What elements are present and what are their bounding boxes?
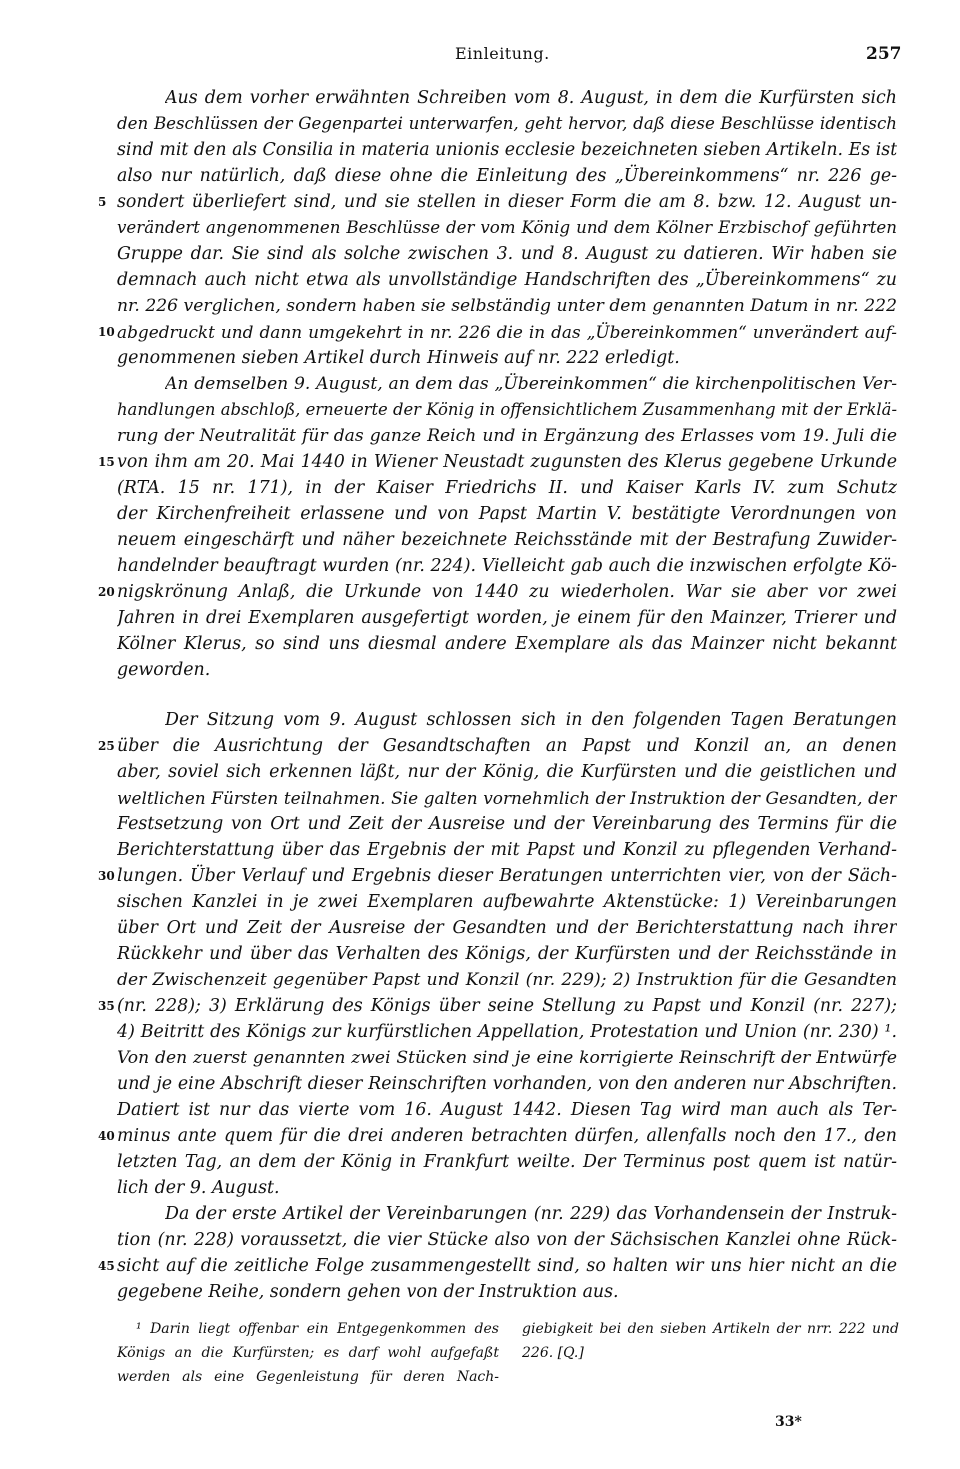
text-line: Aus dem vorher erwähnten Schreiben vom 8. August, in dem die Kurfürsten sich (165, 88, 897, 108)
text-line: Datiert ist nur das vierte vom 16. August 1442. Diesen Tag wird man auch als Ter- (117, 1100, 897, 1120)
text-line: Festsetzung von Ort und Zeit der Ausreise und der Vereinbarung des Termins für die (117, 814, 897, 834)
running-title: Einleitung. (455, 44, 550, 63)
sheet-signature: 33* (775, 1414, 802, 1430)
page-number: 257 (866, 44, 902, 64)
text-line: über Ort und Zeit der Ausreise der Gesandten und der Berichterstattung nach ihrer (117, 918, 897, 938)
text-line: lungen. Über Verlauf und Ergebnis dieser Beratungen unterrichten vier, von der Säch- (117, 866, 897, 886)
line-number: 40 (98, 1129, 115, 1143)
text-line: (nr. 228); 3) Erklärung des Königs über seine Stellung zu Papst und Konzil (nr. 227); (117, 996, 897, 1016)
text-line: der Zwischenzeit gegenüber Papst und Konzil (nr. 229); 2) Instruktion für die Gesandten (117, 970, 897, 990)
line-number: 25 (98, 739, 115, 753)
text-line: sondert überliefert sind, und sie stellen in dieser Form die am 8. bzw. 12. August un- (117, 192, 897, 212)
text-line: weltlichen Fürsten teilnahmen. Sie galten vornehmlich der Instruktion der Gesandten, der (117, 788, 897, 808)
text-line: tion (nr. 228) voraussetzt, die vier Stücke also von der Sächsischen Kanzlei ohne Rück- (117, 1230, 897, 1250)
line-number: 15 (98, 455, 115, 469)
text-line: Da der erste Artikel der Vereinbarungen (nr. 229) das Vorhandensein der Instruk- (165, 1204, 897, 1224)
text-line: und je eine Abschrift dieser Reinschriften vorhanden, von den anderen nur Abschriften. (117, 1074, 897, 1094)
text-line: handlungen abschloß, erneuerte der König in offensichtlichem Zusammenhang mit der Erklä- (117, 400, 897, 419)
text-line: verändert angenommenen Beschlüsse der vom König und dem Kölner Erzbischof geführten (117, 218, 897, 237)
text-line: den Beschlüssen der Gegenpartei unterwarfen, geht hervor, daß diese Beschlüsse identisch (117, 114, 897, 133)
text-line: letzten Tag, an dem der König in Frankfurt weilte. Der Terminus post quem ist natür- (117, 1152, 897, 1172)
text-line: abgedruckt und dann umgekehrt in nr. 226 die in das „Übereinkommen“ unverändert auf- (117, 322, 897, 342)
text-line: nr. 226 verglichen, sondern haben sie selbständig unter dem genannten Datum in nr. 222 (117, 296, 897, 316)
text-line: neuem eingeschärft und näher bezeichnete Reichsstände mit der Bestrafung Zuwider- (117, 530, 897, 550)
line-number: 10 (98, 325, 115, 339)
text-line: über die Ausrichtung der Gesandtschaften an Papst und Konzil an, an denen (117, 736, 897, 756)
text-line: von ihm am 20. Mai 1440 in Wiener Neustadt zugunsten des Klerus gegebene Urkunde (117, 452, 897, 472)
text-line: gegebene Reihe, sondern gehen von der Instruktion aus. (117, 1282, 619, 1302)
line-number: 30 (98, 869, 115, 883)
text-line: demnach auch nicht etwa als unvollständige Handschriften des „Übereinkommens“ zu (117, 270, 897, 290)
footnote-line: Königs an die Kurfürsten; es darf wohl aufgefaßt (117, 1345, 499, 1361)
footnote-line: giebigkeit bei den sieben Artikeln der nrr. 222 und (522, 1321, 899, 1337)
text-line: aber, soviel sich erkennen läßt, nur der König, die Kurfürsten und die geistlichen und (117, 762, 897, 782)
footnote-line: werden als eine Gegenleistung für deren Nach- (117, 1369, 499, 1385)
line-number: 5 (98, 195, 107, 209)
text-line: Der Sitzung vom 9. August schlossen sich in den folgenden Tagen Beratungen (165, 710, 897, 730)
text-line: 4) Beitritt des Königs zur kurfürstlichen Appellation, Protestation und Union (nr. 230) ¹. (117, 1022, 897, 1042)
text-line: An demselben 9. August, an dem das „Übereinkommen“ die kirchenpolitischen Ver- (165, 374, 897, 394)
text-line: (RTA. 15 nr. 171), in der Kaiser Friedrichs II. und Kaiser Karls IV. zum Schutz (117, 478, 897, 498)
text-line: nigskrönung Anlaß, die Urkunde von 1440 zu wiederholen. War sie aber vor zwei (117, 582, 897, 602)
text-line: handelnder beauftragt wurden (nr. 224). Vielleicht gab auch die inzwischen erfolgte Kö- (117, 556, 897, 576)
text-line: der Kirchenfreiheit erlassene und von Papst Martin V. bestätigte Verordnungen von (117, 504, 897, 524)
text-line: Gruppe dar. Sie sind als solche zwischen 3. und 8. August zu datieren. Wir haben sie (117, 244, 897, 264)
text-line: rung der Neutralität für das ganze Reich und in Ergänzung des Erlasses vom 19. Juli die (117, 426, 897, 446)
text-line: sind mit den als Consilia in materia unionis ecclesie bezeichneten sieben Artikeln. Es ist (117, 140, 897, 160)
page-header (0, 44, 960, 70)
text-line: genommenen sieben Artikel durch Hinweis auf nr. 222 erledigt. (117, 348, 680, 368)
text-line: lich der 9. August. (117, 1178, 280, 1198)
text-line: Berichterstattung über das Ergebnis der mit Papst und Konzil zu pflegenden Verhand- (117, 840, 897, 860)
line-number: 20 (98, 585, 115, 599)
text-line: minus ante quem für die drei anderen betrachten dürfen, allenfalls noch den 17., den (117, 1126, 897, 1146)
text-line: also nur natürlich, daß diese ohne die Einleitung des „Übereinkommens“ nr. 226 ge- (117, 166, 897, 186)
text-line: Rückkehr und über das Verhalten des Königs, der Kurfürsten und der Reichsstände in (117, 944, 897, 964)
text-line: Kölner Klerus, so sind uns diesmal andere Exemplare als das Mainzer nicht bekannt (117, 634, 897, 654)
text-line: geworden. (117, 660, 211, 680)
text-line: sicht auf die zeitliche Folge zusammengestellt sind, so halten wir uns hier nicht an die (117, 1256, 897, 1276)
line-number: 45 (98, 1259, 115, 1273)
line-number: 35 (98, 999, 115, 1013)
text-line: sischen Kanzlei in je zwei Exemplaren aufbewahrte Aktenstücke: 1) Vereinbarungen (117, 892, 897, 912)
text-line: Von den zuerst genannten zwei Stücken sind je eine korrigierte Reinschrift der Entwürfe (117, 1048, 897, 1068)
text-line: Jahren in drei Exemplaren ausgefertigt worden, je einem für den Mainzer, Trierer und (117, 608, 897, 628)
footnote-line: 226. [Q.] (522, 1345, 584, 1361)
footnote-line: ¹ Darin liegt offenbar ein Entgegenkommen des (136, 1321, 499, 1337)
